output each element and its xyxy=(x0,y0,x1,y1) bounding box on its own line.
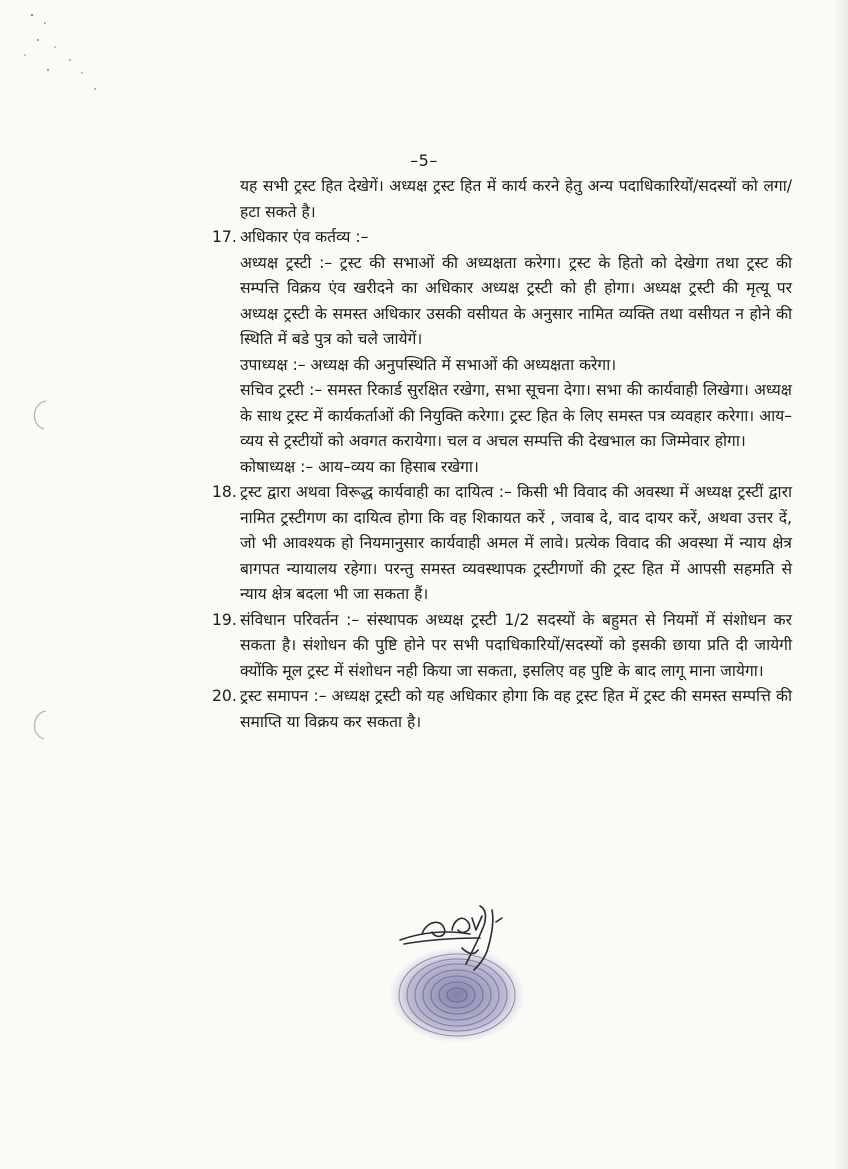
clause-number: 20. xyxy=(212,687,237,705)
punch-hole-mark xyxy=(22,395,52,435)
clause-text: संविधान परिवर्तन :– संस्थापक अध्यक्ष ट्रस्टी 1/2 सदस्यों के बहुमत से नियमों में संशोधन कर सकता है। संशोधन की पुष्टि होने पर सभी पदाधिकारियों/सदस्यों को इसकी छाया प्रति दी जायेगी क्योंकि मूल ट्रस्ट में संशोधन नही किया जा सकता, इसलिए वह पुष्टि के बाद लागू माना जायेगा। xyxy=(240,610,792,680)
intro-paragraph: यह सभी ट्रस्ट हित देखेगें। अध्यक्ष ट्रस्ट हित में कार्य करने हेतु अन्य पदाधिकारियों/सदस्यों को लगा/हटा सकते है। xyxy=(240,177,792,221)
scan-speckles xyxy=(10,5,110,95)
clause-number: 19. xyxy=(212,610,237,629)
role-vice-president: उपाध्यक्ष :– अध्यक्ष की अनुपस्थिति में सभाओं की अध्यक्षता करेगा। xyxy=(240,355,617,374)
clause-20 xyxy=(212,684,792,735)
signature-icon xyxy=(392,900,542,980)
page-number: –5– xyxy=(410,151,438,170)
punch-hole-mark xyxy=(22,705,52,745)
role-secretary: सचिव ट्रस्टी :– समस्त रिकार्ड सुरक्षित रखेगा, सभा सूचना देगा। सभा की कार्यवाही लिखेगा। अध्यक्ष के साथ ट्रस्ट में कार्यकर्ताओं की नियुक्ति करेगा। ट्रस्ट हित के लिए समस्त पत्र व्यवहार करेगा। आय–व्यय से ट्रस्टीयों को अवगत करायेगा। चल व अचल सम्पत्ति की देखभाल का जिम्मेवार होगा। xyxy=(240,381,792,450)
clause-number: 18. xyxy=(212,483,237,501)
role-treasurer: कोषाध्यक्ष :– आय–व्यय का हिसाब रखेगा। xyxy=(240,457,479,476)
clause-17 xyxy=(212,225,792,480)
clause-number: 17. xyxy=(212,228,237,246)
document-body xyxy=(212,174,792,735)
clause-19 xyxy=(212,608,792,685)
clause-heading: अधिकार एंव कर्तव्य :– xyxy=(240,228,369,246)
clause-18 xyxy=(212,480,792,608)
role-president: अध्यक्ष ट्रस्टी :– ट्रस्ट की सभाओं की अध्यक्षता करेगा। ट्रस्ट के हितो को देखेगा तथा ट्रस्ट की सम्पत्ति विक्रय एंव खरीदने का अधिकार अध्यक्ष ट्रस्टी को ही होगा। अध्यक्ष ट्रस्टी की मृत्यू पर अध्यक्ष ट्रस्टी के समस्त अधिकार उसकी वसीयत के अनुसार नामित व्यक्ति तथा वसीयत न होने की स्थिति में बडे पुत्र को चले जायेगें। xyxy=(240,253,792,348)
page-edge-shadow xyxy=(834,0,848,1169)
clause-text: ट्रस्ट द्वारा अथवा विरूद्ध कार्यवाही का दायित्व :– किसी भी विवाद की अवस्था में अध्यक्ष ट्रस्टीं द्वारा नामित ट्रस्टीगण का दायित्व होगा कि वह शिकायत करें , जवाब दे, वाद दायर करें, अथवा उत्तर दें, जो भी आवश्यक हो नियमानुसार कार्यवाही अमल में लावे। प्रत्येक विवाद की अवस्था में न्याय क्षेत्र बागपत न्यायालय रहेगा। परन्तु समस्त व्यवस्थापक ट्रस्टीगणों की ट्रस्ट हित में आपसी सहमति से न्याय क्षेत्र बदला भी जा सकता हैं। xyxy=(240,483,792,603)
clause-text: ट्रस्ट समापन :– अध्यक्ष ट्रस्टी को यह अधिकार होगा कि वह ट्रस्ट हित में ट्रस्ट की समस्त सम्पत्ति की समाप्ति या विक्रय कर सकता है। xyxy=(240,687,792,731)
